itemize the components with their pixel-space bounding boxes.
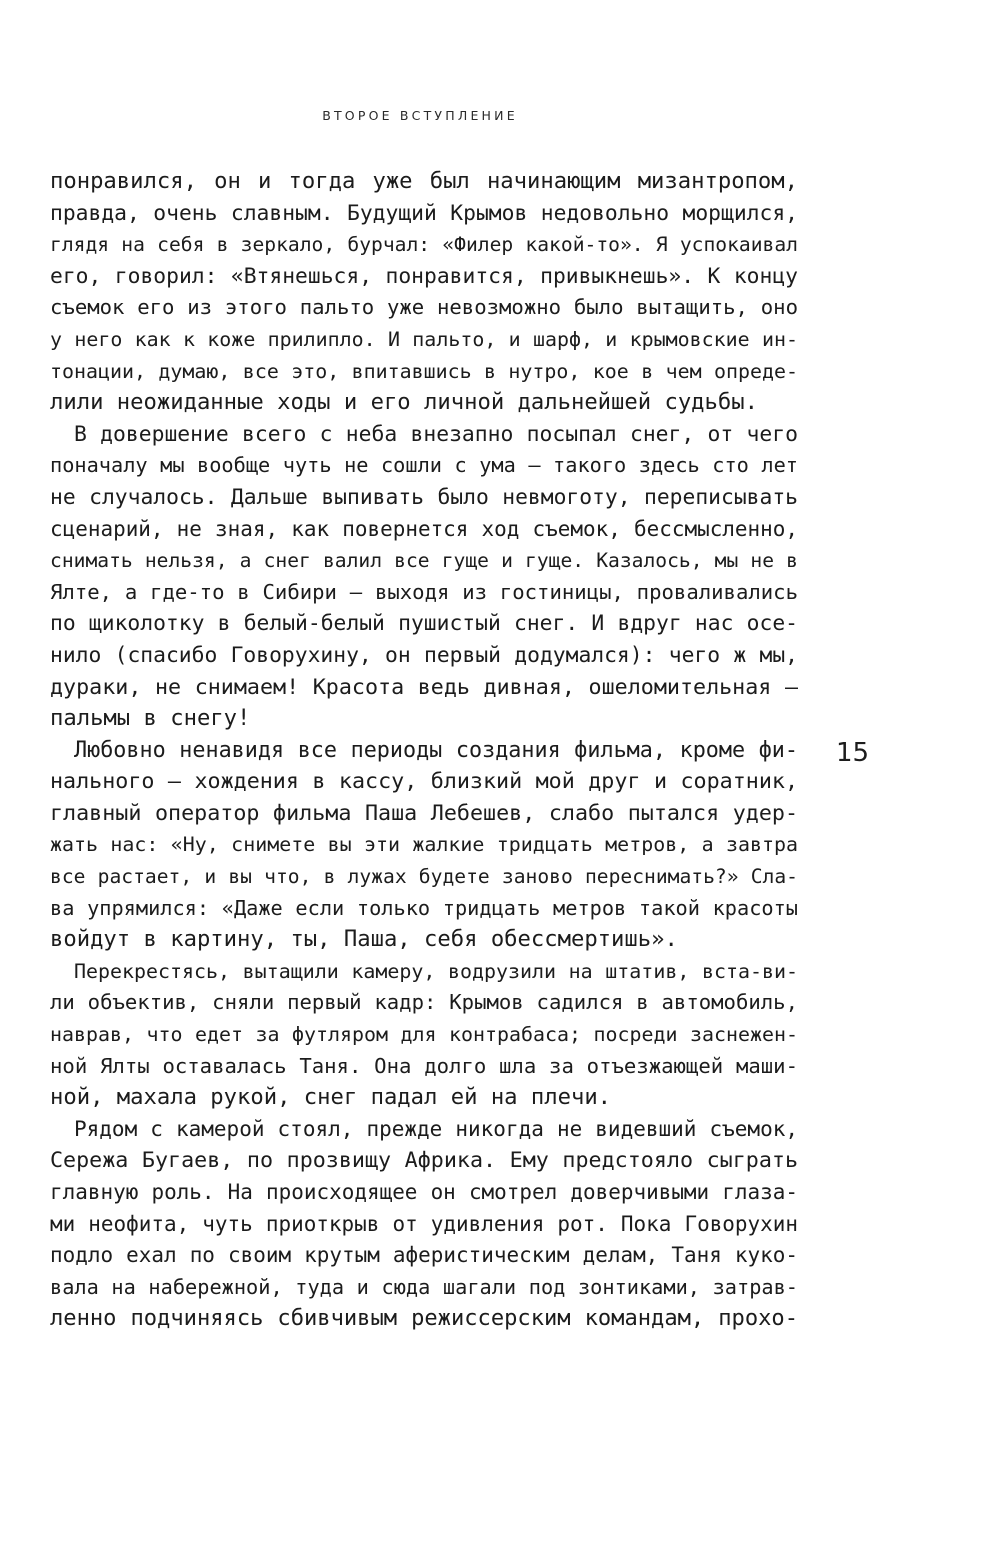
text-line: Рядом с камерой стоял, прежде никогда не видевший съемок, bbox=[74, 1116, 798, 1141]
text-line: Ялте, а где-то в Сибири — выходя из гостиницы, проваливались bbox=[50, 579, 798, 604]
paragraph-5 bbox=[50, 1114, 798, 1335]
text-line: главную роль. На происходящее он смотрел доверчивыми глаза- bbox=[50, 1180, 798, 1204]
text-line: наврав, что едет за футляром для контрабаса; посреди заснежен- bbox=[50, 1022, 798, 1047]
text-line: Любовно ненавидя все периоды создания фильма, кроме фи- bbox=[74, 737, 798, 763]
text-line: глядя на себя в зеркало, бурчал: «Филер какой-то». Я успокаивал bbox=[50, 233, 798, 257]
text-line: ной Ялты оставалась Таня. Она долго шла за отъезжающей маши- bbox=[50, 1053, 798, 1078]
text-line: понравился, он и тогда уже был начинающим мизантропом, bbox=[50, 168, 798, 194]
text-line: его, говорил: «Втянешься, понравится, привыкнешь». К концу bbox=[50, 263, 798, 289]
text-line: ми неофита, чуть приоткрыв от удивления рот. Пока Говорухин bbox=[50, 1211, 798, 1236]
text-line: ленно подчиняясь сбивчивым режиссерским командам, прохо- bbox=[50, 1306, 798, 1332]
text-line: нило (спасибо Говорухину, он первый додумался): чего ж мы, bbox=[50, 642, 798, 668]
text-line: нального — хождения в кассу, близкий мой друг и соратник, bbox=[50, 769, 798, 795]
text-line: лили неожиданные ходы и его личной дальнейшей судьбы. bbox=[50, 389, 758, 416]
text-line: все растает, и вы что, в лужах будете заново переснимать?» Сла- bbox=[50, 865, 798, 889]
text-line: Перекрестясь, вытащили камеру, водрузили на штатив, вста-ви- bbox=[74, 958, 798, 983]
text-line: поначалу мы вообще чуть не сошли с ума — такого здесь сто лет bbox=[50, 453, 798, 478]
text-line: жать нас: «Ну, снимете вы эти жалкие тридцать метров, а завтра bbox=[50, 832, 798, 857]
paragraph-3 bbox=[50, 735, 798, 956]
paragraph-1 bbox=[50, 166, 798, 419]
body-text bbox=[50, 166, 798, 1335]
text-line: ной, махала рукой, снег падал ей на плечи. bbox=[50, 1084, 612, 1111]
text-line: ли объектив, сняли первый кадр: Крымов садился в автомобиль, bbox=[50, 990, 798, 1015]
text-line: правда, очень славным. Будущий Крымов недовольно морщился, bbox=[50, 200, 798, 226]
paragraph-4 bbox=[50, 956, 798, 1114]
text-line: не случалось. Дальше выпивать было невмоготу, переписывать bbox=[50, 484, 798, 510]
text-line: сценарий, не зная, как повернется ход съемок, бессмысленно, bbox=[50, 516, 798, 541]
text-line: В довершение всего с неба внезапно посыпал снег, от чего bbox=[74, 421, 798, 447]
text-line: ва упрямился: «Даже если только тридцать метров такой красоты bbox=[50, 895, 798, 920]
text-line: снимать нельзя, а снег валил все гуще и гуще. Казалось, мы не в bbox=[50, 549, 798, 573]
paragraph-2 bbox=[50, 419, 798, 735]
text-line: тонации, думаю, все это, впитавшись в нутро, кое в чем опреде- bbox=[50, 358, 798, 383]
text-line: Сережа Бугаев, по прозвищу Африка. Ему предстояло сыграть bbox=[50, 1148, 798, 1174]
text-line: вала на набережной, туда и сюда шагали под зонтиками, затрав- bbox=[50, 1274, 798, 1299]
text-line: съемок его из этого пальто уже невозможно было вытащить, оно bbox=[50, 295, 798, 320]
text-line: пальмы в снегу! bbox=[50, 705, 251, 732]
running-head: ВТОРОЕ ВСТУПЛЕНИЕ bbox=[322, 108, 518, 123]
page-number: 15 bbox=[836, 738, 870, 768]
text-line: подло ехал по своим крутым аферистическим делам, Таня куко- bbox=[50, 1243, 798, 1268]
text-line: войдут в картину, ты, Паша, себя обессмертишь». bbox=[50, 926, 678, 953]
text-line: главный оператор фильма Паша Лебешев, слабо пытался удер- bbox=[50, 800, 798, 826]
text-line: по щиколотку в белый-белый пушистый снег. И вдруг нас осе- bbox=[50, 611, 798, 637]
text-line: у него как к коже прилипло. И пальто, и шарф, и крымовские ин- bbox=[50, 326, 798, 351]
text-line: дураки, не снимаем! Красота ведь дивная, ошеломительная — bbox=[50, 674, 798, 700]
